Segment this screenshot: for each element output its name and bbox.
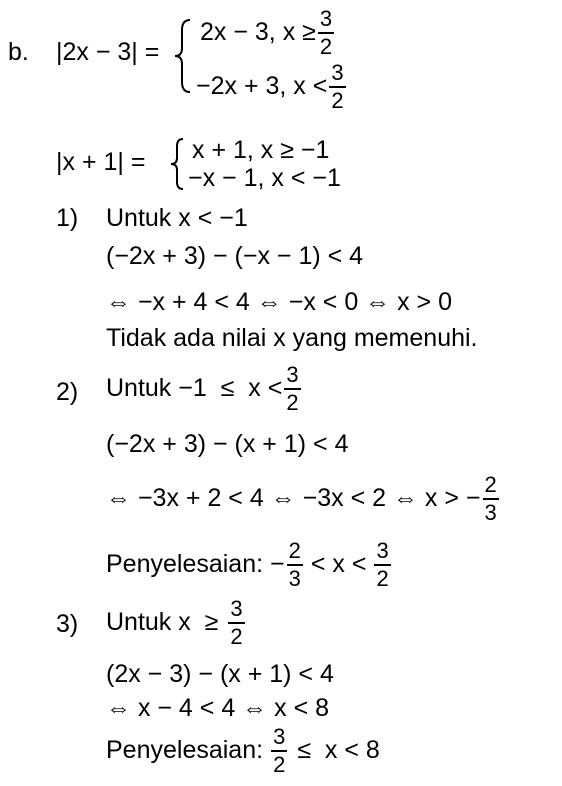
left-brace-icon — [170, 16, 196, 96]
step-1-heading: Untuk x < −1 — [106, 204, 248, 232]
abs-x-1-lhs: |x + 1| = — [56, 148, 146, 176]
fraction-3-2: $\frac{3}{2}$ — [273, 724, 286, 777]
abs-2x-3-lhs: |2x − 3| = — [56, 38, 160, 66]
abs2-case-2: −x − 1, x < −1 — [188, 164, 341, 192]
step-1-line-3: Tidak ada nilai x yang memenuhi. — [106, 324, 478, 352]
step-2-solution: Penyelesaian: − $\frac{2}{3}$ < x < $\frac{3}{2}$ — [106, 538, 389, 591]
step-3-heading: Untuk x ≥ $\frac{3}{2}$ — [106, 596, 243, 649]
fraction-3-2: $\frac{3}{2}$ — [319, 6, 333, 59]
abs1-case-1-expr: 2x − 3, x ≥ — [200, 18, 316, 47]
step-3-line-2: ⇔ x − 4 < 4 ⇔ x < 8 — [106, 694, 330, 722]
step-2-line-1: (−2x + 3) − (x + 1) < 4 — [106, 430, 349, 458]
fraction-3-2: $\frac{3}{2}$ — [286, 362, 299, 415]
abs1-case-2-expr: −2x + 3, x < — [196, 72, 328, 101]
step-3-line-1: (2x − 3) − (x + 1) < 4 — [106, 660, 334, 688]
abs1-case-2 — [196, 62, 348, 112]
abs2-case-1: x + 1, x ≥ −1 — [192, 136, 330, 164]
left-brace-icon — [167, 136, 187, 192]
fraction-3-2: $\frac{3}{2}$ — [230, 596, 243, 649]
part-label: b. — [8, 38, 29, 66]
step-3-solution: Penyelesaian: $\frac{3}{2}$ ≤ x < 8 — [106, 724, 380, 777]
step-2-heading: Untuk −1 ≤ x < $\frac{3}{2}$ — [106, 362, 299, 415]
step-1-line-1: (−2x + 3) − (−x − 1) < 4 — [106, 242, 364, 270]
step-2-number: 2) — [56, 378, 79, 406]
step-1-line-2: ⇔ −x + 4 < 4 ⇔ −x < 0 ⇔ x > 0 — [106, 288, 453, 316]
abs1-case-1 — [200, 8, 336, 58]
step-3-number: 3) — [56, 610, 79, 638]
step-2-line-2: ⇔ −3x + 2 < 4 ⇔ −3x < 2 ⇔ x > − $\frac{2}{3}$ — [106, 472, 497, 525]
fraction-3-2: $\frac{3}{2}$ — [376, 538, 389, 591]
fraction-2-3: $\frac{2}{3}$ — [288, 538, 301, 591]
step-1-number: 1) — [56, 204, 79, 232]
fraction-3-2: $\frac{3}{2}$ — [331, 60, 344, 113]
fraction-2-3: $\frac{2}{3}$ — [484, 472, 497, 525]
